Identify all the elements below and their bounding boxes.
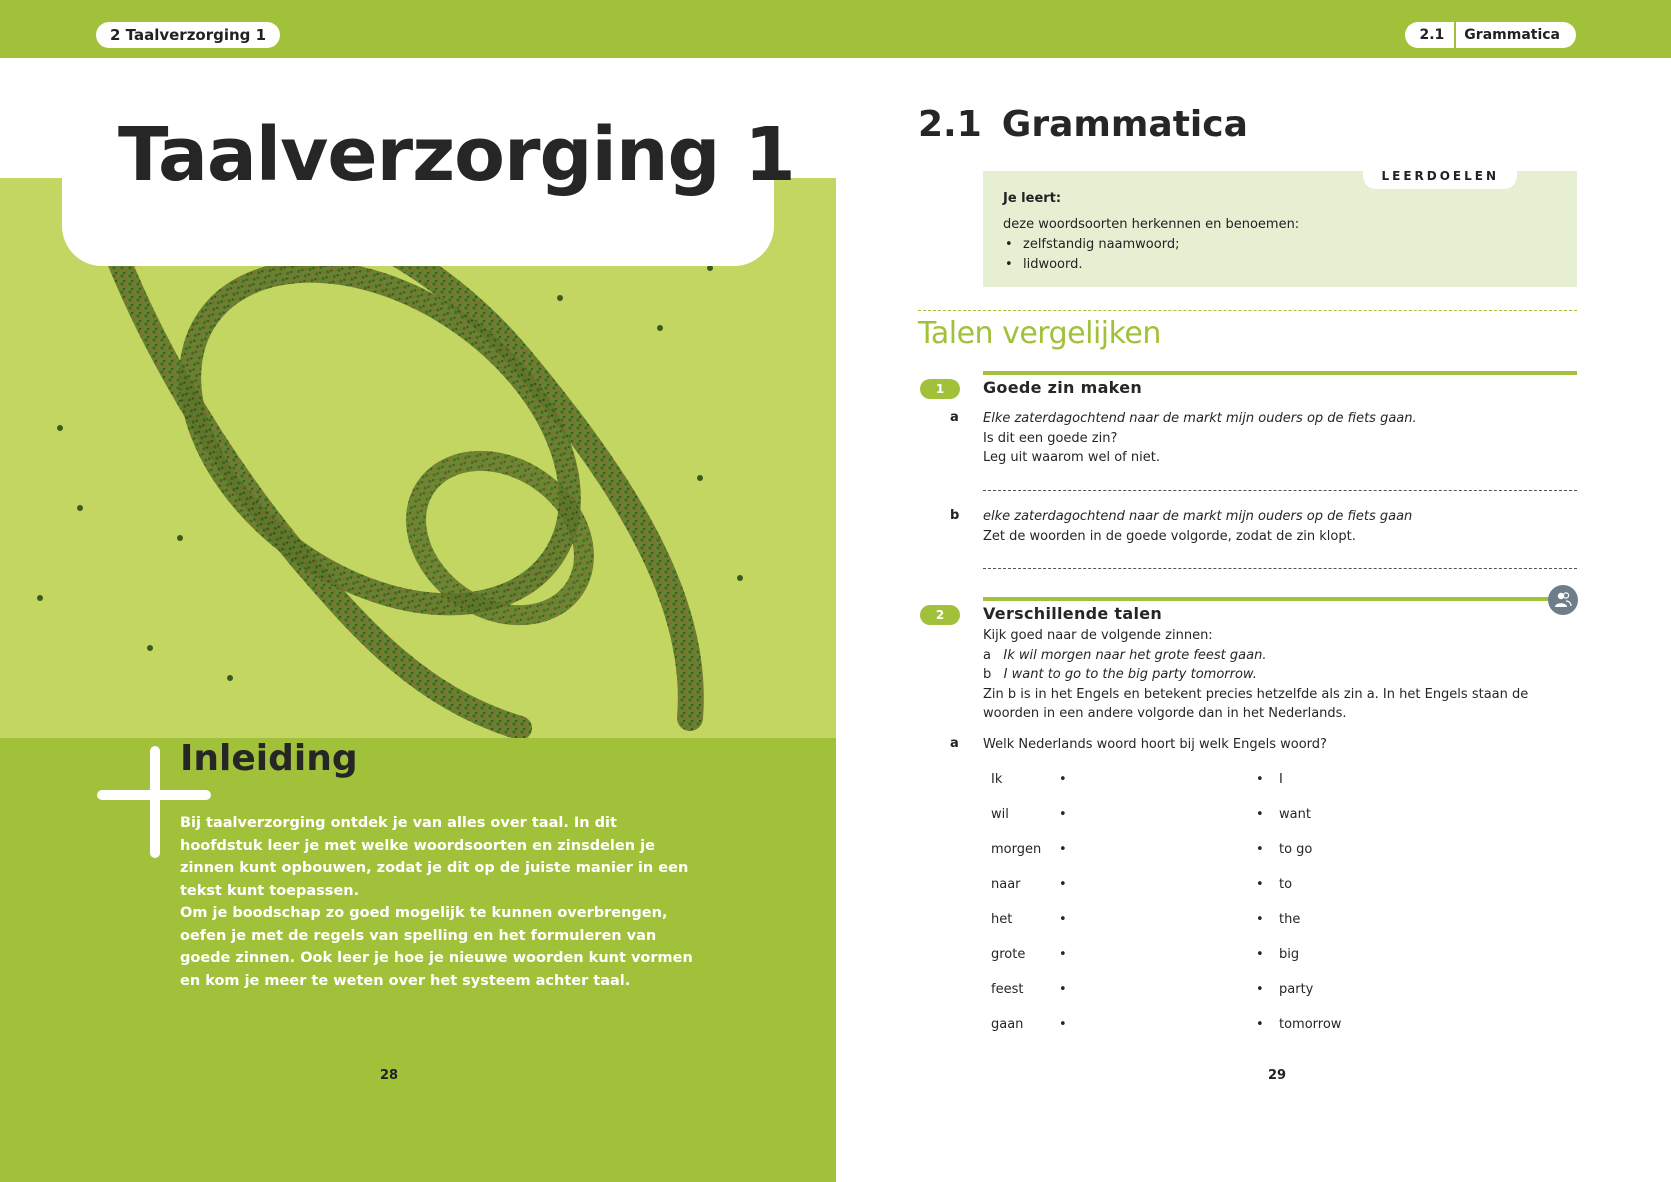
match-dot-right[interactable]: • <box>1256 912 1264 927</box>
learning-goals-tag: LEERDOELEN <box>1363 163 1517 189</box>
learning-goal-item: • zelfstandig naamwoord; <box>1003 235 1299 255</box>
section-pill-name: Grammatica <box>1464 27 1560 43</box>
exercise-2-number: 2 <box>920 605 960 625</box>
exercise-1-a-sentence <box>983 409 1577 429</box>
word-matching-table <box>991 772 1411 1052</box>
sentence-b-label: b <box>983 667 992 682</box>
match-dot-left[interactable]: • <box>1059 1017 1067 1032</box>
learning-goals-intro: deze woordsoorten herkennen en benoemen: <box>1003 217 1300 232</box>
intro-paragraph-1: Bij taalverzorging ontdek je van alles over taal. In dit hoofdstuk leer je met welke woordsoorten en zinsdelen je zinnen kunt opbouwen, zodat je dit op de juiste manier in een tekst kunt toepassen. <box>180 815 689 899</box>
dutch-word: Ik <box>991 772 1003 787</box>
right-page <box>836 58 1671 1182</box>
english-word: want <box>1279 807 1311 822</box>
exercise-2-explanation: Zin b is in het Engels en betekent precies hetzelfde als zin a. In het Engels staan de woorden in een andere volgorde dan in het Nederlands. <box>983 686 1529 721</box>
matching-row <box>991 982 1411 1017</box>
exercise-1-b-text <box>983 507 1577 546</box>
learning-goals-list <box>1003 235 1299 275</box>
learning-goal-item: • lidwoord. <box>1003 255 1299 275</box>
match-dot-right[interactable]: • <box>1256 877 1264 892</box>
section-pill-number: 2.1 <box>1405 22 1456 48</box>
exercise-1-rule <box>983 371 1577 375</box>
english-word: I <box>1279 772 1283 787</box>
section-pill <box>1405 22 1576 48</box>
sentence-a-label: a <box>983 647 991 663</box>
exercise-2-rule <box>983 597 1553 601</box>
dutch-word: gaan <box>991 1017 1024 1032</box>
exercise-1-number: 1 <box>920 379 960 399</box>
page-number-right: 29 <box>1268 1068 1287 1083</box>
exercise-1-a-label: a <box>950 410 959 425</box>
match-dot-right[interactable]: • <box>1256 947 1264 962</box>
intro-title: Inleiding <box>180 738 358 779</box>
matching-row <box>991 1017 1411 1052</box>
match-dot-right[interactable]: • <box>1256 842 1264 857</box>
left-page <box>0 58 836 1182</box>
learning-goals-text <box>1003 215 1299 275</box>
english-word: tomorrow <box>1279 1017 1342 1032</box>
plus-icon <box>150 746 160 858</box>
english-word: big <box>1279 947 1300 962</box>
exercise-1-a-sentence-italic: Elke zaterdagochtend naar de markt mijn ouders op de fiets gaan. <box>983 411 1417 426</box>
match-dot-right[interactable]: • <box>1256 1017 1264 1032</box>
exercise-2-question: Welk Nederlands woord hoort bij welk Engels woord? <box>983 737 1327 752</box>
page-number-left: 28 <box>380 1068 399 1083</box>
english-word: the <box>1279 912 1301 927</box>
learning-goals-lead: Je leert: <box>1003 191 1062 206</box>
dutch-word: feest <box>991 982 1024 997</box>
match-dot-left[interactable]: • <box>1059 877 1067 892</box>
exercise-1-b-sentence-italic: elke zaterdagochtend naar de markt mijn ouders op de fiets gaan <box>983 509 1413 524</box>
exercise-1-b-sentence <box>983 507 1577 527</box>
matching-row <box>991 772 1411 807</box>
matching-row <box>991 912 1411 947</box>
exercise-2-sentence-b <box>983 665 1577 685</box>
intro-body <box>180 812 700 992</box>
section-heading-title: Grammatica <box>1001 104 1248 145</box>
dutch-word: wil <box>991 807 1009 822</box>
chapter-title: Taalverzorging 1 <box>118 112 795 198</box>
intro-paragraph-2: Om je boodschap zo goed mogelijk te kunnen overbrengen, oefen je met de regels van spelling en het formuleren van goede zinnen. Ook leer je hoe je nieuwe woorden kunt vormen en kom je meer te weten over het systeem achter taal. <box>180 905 693 989</box>
dutch-word: grote <box>991 947 1026 962</box>
match-dot-right[interactable]: • <box>1256 772 1264 787</box>
match-dot-left[interactable]: • <box>1059 947 1067 962</box>
sentence-a-text: Ik wil morgen naar het grote feest gaan. <box>1003 647 1267 663</box>
dutch-word: het <box>991 912 1013 927</box>
english-word: to <box>1279 877 1293 892</box>
match-dot-left[interactable]: • <box>1059 807 1067 822</box>
matching-row <box>991 842 1411 877</box>
match-dot-left[interactable]: • <box>1059 772 1067 787</box>
exercise-2-a-label: a <box>950 736 959 751</box>
section-divider <box>918 310 1577 311</box>
learning-goals-box <box>983 171 1577 287</box>
section-heading-number: 2.1 <box>918 104 982 145</box>
match-dot-left[interactable]: • <box>1059 842 1067 857</box>
matching-row <box>991 877 1411 912</box>
matching-row <box>991 807 1411 842</box>
match-dot-right[interactable]: • <box>1256 982 1264 997</box>
answer-line[interactable] <box>983 568 1577 569</box>
matching-row <box>991 947 1411 982</box>
exercise-2-sentence-a <box>983 646 1577 666</box>
dutch-word: naar <box>991 877 1021 892</box>
english-word: party <box>1279 982 1314 997</box>
match-dot-right[interactable]: • <box>1256 807 1264 822</box>
exercise-2-intro-block <box>983 626 1577 724</box>
exercise-1-b-instruction: Zet de woorden in de goede volgorde, zodat de zin klopt. <box>983 528 1356 544</box>
match-dot-left[interactable]: • <box>1059 982 1067 997</box>
match-dot-left[interactable]: • <box>1059 912 1067 927</box>
answer-line[interactable] <box>983 490 1577 491</box>
exercise-1-a-question-2: Leg uit waarom wel of niet. <box>983 450 1160 465</box>
english-word: to go <box>1279 842 1313 857</box>
dutch-word: morgen <box>991 842 1042 857</box>
section-heading <box>918 104 1248 145</box>
exercise-1-a-question-1: Is dit een goede zin? <box>983 430 1118 446</box>
exercise-1-b-label: b <box>950 508 960 523</box>
exercise-1-title: Goede zin maken <box>983 378 1143 397</box>
pair-work-icon <box>1548 585 1578 615</box>
sentence-b-text: I want to go to the big party tomorrow. <box>1003 667 1257 682</box>
exercise-2-intro: Kijk goed naar de volgende zinnen: <box>983 628 1213 643</box>
chapter-pill: 2 Taalverzorging 1 <box>96 22 280 48</box>
plus-icon-bar <box>97 790 211 800</box>
exercise-1-a-text <box>983 409 1577 468</box>
subheading: Talen vergelijken <box>918 316 1161 351</box>
exercise-2-title: Verschillende talen <box>983 604 1163 623</box>
